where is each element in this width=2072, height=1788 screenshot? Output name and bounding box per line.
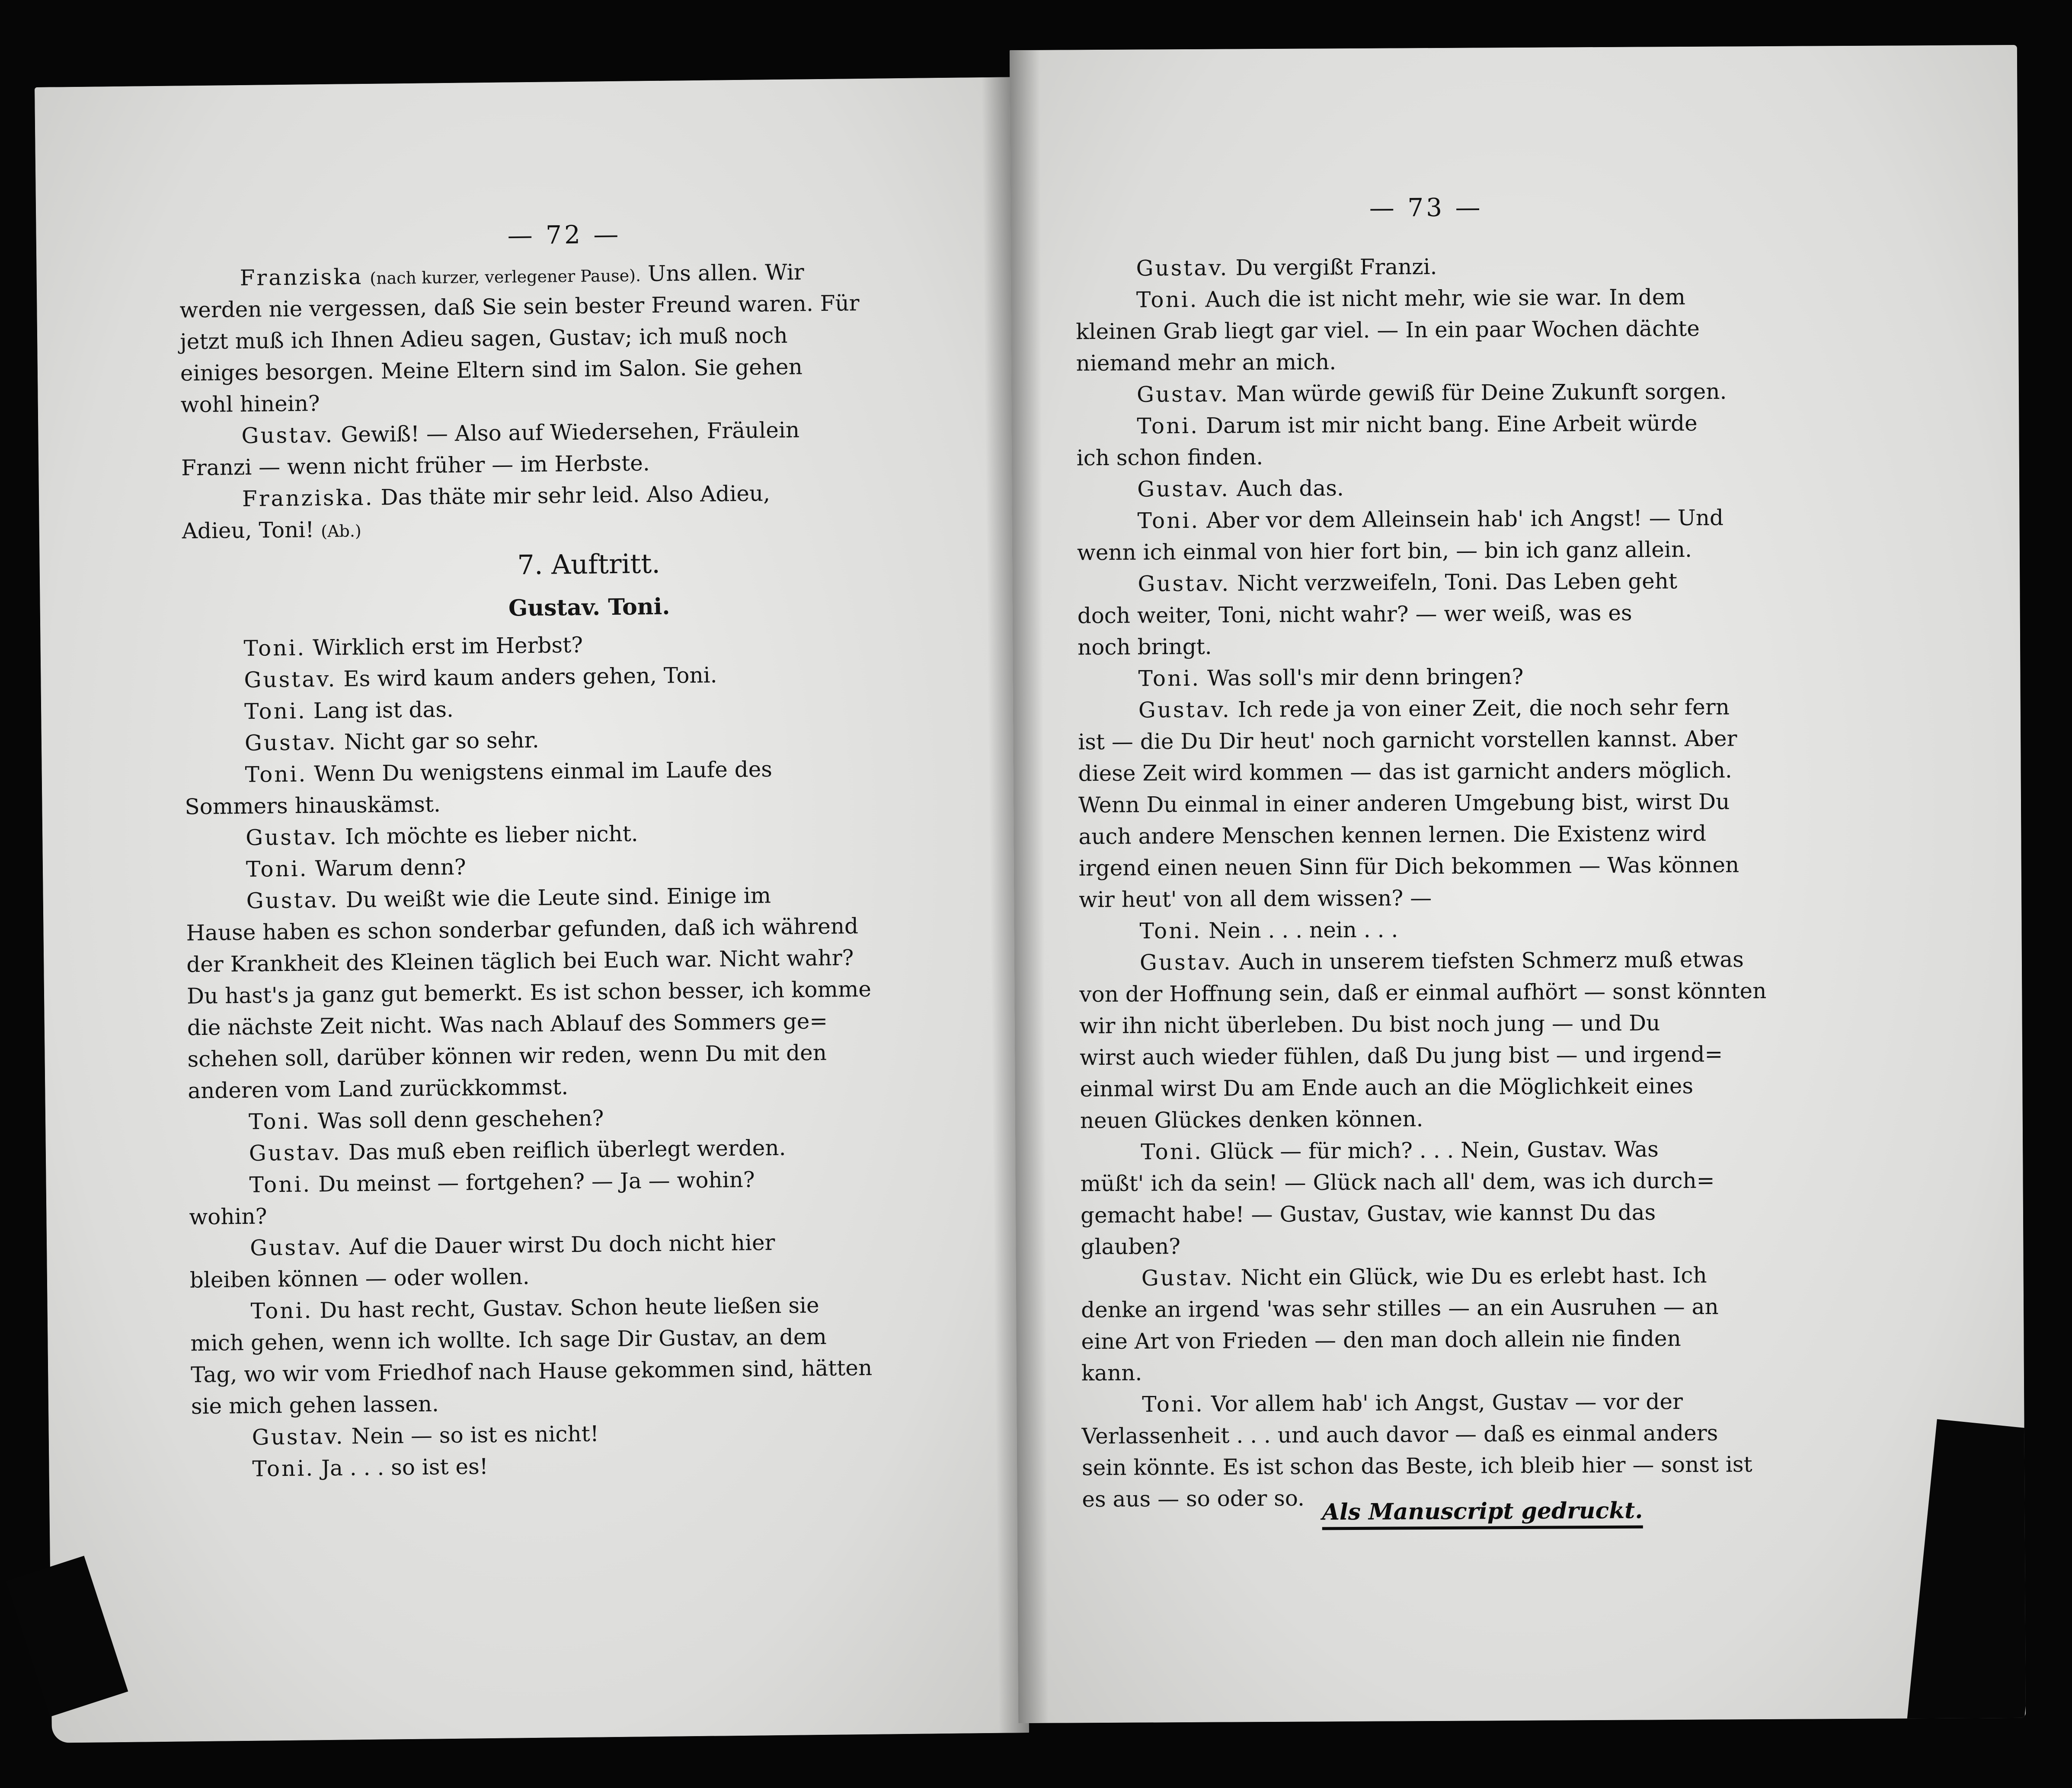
line-text: Das thäte mir sehr leid. Also Adieu, bbox=[381, 481, 771, 510]
text-line bbox=[1078, 658, 1977, 695]
line-text: irgend einen neuen Sinn für Dich bekommen — Was können bbox=[1078, 852, 1739, 881]
speaker-name: Toni. bbox=[252, 1456, 315, 1481]
line-text: Darum ist mir nicht bang. Eine Arbeit würde bbox=[1205, 410, 1698, 438]
text-line bbox=[1081, 1353, 1981, 1389]
line-text: Franzi — wenn nicht früher — im Herbste. bbox=[181, 450, 650, 481]
text-line bbox=[1080, 1006, 1979, 1042]
line-text: werden nie vergessen, daß Sie sein bester Freund waren. Für bbox=[179, 290, 860, 323]
scene-characters: Gustav. Toni. bbox=[508, 593, 670, 622]
speaker-name: Gustav. bbox=[241, 422, 334, 448]
line-text: kleinen Grab liegt gar viel. — In ein paar Wochen dächte bbox=[1076, 316, 1700, 345]
speaker-name: Gustav. bbox=[244, 729, 338, 756]
speaker-name: Toni. bbox=[250, 1298, 313, 1324]
text-line bbox=[1081, 1195, 1980, 1231]
text-line bbox=[1076, 374, 1976, 411]
line-text: Du hast's ja ganz gut bemerkt. Es ist schon besser, ich komme bbox=[186, 976, 872, 1009]
line-text: Auch die ist nicht mehr, wie sie war. In dem bbox=[1205, 284, 1686, 312]
line-text: Gewiß! — Also auf Wiedersehen, Fräulein bbox=[340, 417, 800, 447]
line-text: Nicht verzweifeln, Toni. Das Leben geht bbox=[1237, 568, 1678, 596]
text-line bbox=[1077, 501, 1976, 537]
scene-heading: 7. Auftritt. bbox=[517, 547, 661, 581]
speaker-name: Gustav. bbox=[1139, 949, 1233, 975]
line-text: glauben? bbox=[1081, 1234, 1181, 1260]
line-text: Ja . . . so ist es! bbox=[321, 1454, 489, 1481]
line-text: Wenn Du einmal in einer anderen Umgebung bist, wirst Du bbox=[1078, 789, 1730, 818]
line-text: Verlassenheit . . . und auch davor — daß es einmal anders bbox=[1081, 1420, 1718, 1449]
right-page-text bbox=[1075, 248, 1981, 1515]
speaker-name: Toni. bbox=[1138, 665, 1201, 691]
speaker-name: Toni. bbox=[1142, 1391, 1205, 1417]
speaker-name: Gustav. bbox=[249, 1140, 342, 1166]
line-text: Uns allen. Wir bbox=[647, 259, 804, 287]
speaker-name: Gustav. bbox=[252, 1424, 345, 1450]
line-text: anderen vom Land zurückkommst. bbox=[188, 1074, 569, 1104]
line-text: bleiben können — oder wollen. bbox=[189, 1264, 530, 1293]
line-text: Nicht ein Glück, wie Du es erlebt hast. Ich bbox=[1241, 1262, 1707, 1290]
line-text: kann. bbox=[1081, 1360, 1142, 1386]
line-text: Lang ist das. bbox=[313, 696, 454, 724]
text-line bbox=[1077, 564, 1976, 600]
text-line bbox=[1075, 248, 1975, 284]
line-text: von der Hoffnung sein, daß er einmal aufhört — sonst könnten bbox=[1079, 978, 1767, 1007]
line-text: Du weißt wie die Leute sind. Einige im bbox=[345, 883, 771, 913]
speaker-name: Toni. bbox=[1136, 287, 1199, 313]
line-text: Nein . . . nein . . . bbox=[1208, 917, 1398, 943]
text-line bbox=[1077, 532, 1976, 568]
speaker-name: Toni. bbox=[246, 856, 308, 882]
text-line bbox=[1078, 785, 1978, 821]
text-line bbox=[1080, 1037, 1979, 1073]
line-text: Das muß eben reiflich überlegt werden. bbox=[348, 1135, 786, 1165]
line-text: noch bringt. bbox=[1077, 634, 1212, 660]
line-text: wohl hinein? bbox=[180, 391, 320, 418]
speaker-name: Gustav. bbox=[249, 1234, 343, 1261]
line-text: Du vergißt Franzi. bbox=[1235, 254, 1437, 281]
line-text: sein könnte. Es ist schon das Beste, ich bleib hier — sonst ist bbox=[1081, 1452, 1752, 1481]
speaker-name: Franziska. bbox=[242, 485, 374, 511]
text-line bbox=[1076, 311, 1975, 348]
text-line bbox=[1079, 974, 1979, 1010]
line-text: Auch das. bbox=[1236, 476, 1344, 501]
line-text: wirst auch wieder fühlen, daß Du jung bist — und irgend= bbox=[1079, 1041, 1723, 1070]
text-line bbox=[1081, 1321, 1980, 1357]
text-line bbox=[1081, 1290, 1980, 1326]
speaker-name: Gustav. bbox=[246, 887, 339, 913]
text-line bbox=[1078, 627, 1977, 663]
text-line bbox=[1077, 437, 1976, 474]
line-text: ist — die Du Dir heut' noch garnicht vorstellen kannst. Aber bbox=[1078, 726, 1737, 755]
text-line bbox=[1078, 753, 1977, 789]
line-text: jetzt muß ich Ihnen Adieu sagen, Gustav; ich muß noch bbox=[179, 322, 788, 354]
line-text: wohin? bbox=[189, 1204, 267, 1230]
text-line bbox=[1080, 1100, 1979, 1137]
text-line bbox=[1080, 1069, 1979, 1105]
line-text: Ich möchte es lieber nicht. bbox=[345, 821, 638, 849]
line-text: Nicht gar so sehr. bbox=[344, 727, 539, 755]
line-text: Du hast recht, Gustav. Schon heute ließen sie bbox=[319, 1293, 819, 1323]
speaker-name: Franziska bbox=[240, 264, 363, 291]
text-line bbox=[1079, 879, 1978, 916]
line-text: Adieu, Toni! bbox=[182, 517, 314, 544]
text-line bbox=[1079, 942, 1979, 979]
line-text: Vor allem hab' ich Angst, Gustav — vor der bbox=[1211, 1389, 1683, 1417]
line-text: eine Art von Frieden — den man doch allein nie finden bbox=[1081, 1326, 1681, 1354]
line-text: Wirklich erst im Herbst? bbox=[312, 632, 583, 661]
line-text: Ich rede ja von einer Zeit, die noch sehr fern bbox=[1237, 694, 1730, 722]
right-page bbox=[1010, 45, 2026, 1723]
speaker-name: Toni. bbox=[1137, 413, 1199, 439]
speaker-name: Toni. bbox=[1137, 508, 1200, 533]
line-text: wir heut' von all dem wissen? — bbox=[1079, 885, 1432, 913]
speaker-name: Toni. bbox=[245, 761, 307, 787]
line-text: Auch in unserem tiefsten Schmerz muß etwas bbox=[1239, 947, 1744, 975]
line-text: doch weiter, Toni, nicht wahr? — wer weiß, was es bbox=[1077, 600, 1632, 629]
text-line bbox=[1078, 595, 1977, 632]
speaker-name: Toni. bbox=[244, 698, 307, 724]
line-text: mich gehen, wenn ich wollte. Ich sage Dir Gustav, an dem bbox=[190, 1324, 827, 1356]
speaker-name: Gustav. bbox=[1138, 571, 1231, 597]
text-line bbox=[1078, 690, 1977, 726]
stage-direction: (Ab.) bbox=[321, 521, 361, 541]
speaker-name: Gustav. bbox=[245, 824, 339, 850]
text-line bbox=[1081, 1416, 1981, 1452]
speaker-name: Toni. bbox=[243, 635, 306, 661]
line-text: Wenn Du wenigstens einmal im Laufe des bbox=[313, 757, 773, 787]
text-line bbox=[1079, 848, 1978, 884]
line-text: ich schon finden. bbox=[1076, 444, 1263, 471]
text-line bbox=[1078, 816, 1978, 852]
speaker-name: Gustav. bbox=[244, 666, 337, 693]
line-text: Auf die Dauer wirst Du doch nicht hier bbox=[349, 1230, 775, 1260]
speaker-name: Gustav. bbox=[1137, 476, 1230, 502]
line-text: neuen Glückes denken können. bbox=[1080, 1106, 1423, 1133]
text-line bbox=[1081, 1258, 1980, 1294]
text-line bbox=[1081, 1384, 1981, 1421]
line-text: gemacht habe! — Gustav, Gustav, wie kannst Du das bbox=[1080, 1200, 1656, 1228]
speaker-name: Gustav. bbox=[1136, 381, 1230, 407]
line-text: auch andere Menschen kennen lernen. Die Existenz wird bbox=[1078, 821, 1707, 849]
text-line bbox=[1082, 1447, 1981, 1484]
line-text: Hause haben es schon sonderbar gefunden, daß ich während bbox=[186, 913, 859, 946]
text-line bbox=[1076, 280, 1975, 316]
page-number: — 72 — bbox=[507, 219, 621, 250]
line-text: denke an irgend 'was sehr stilles — an ein Ausruhen — an bbox=[1081, 1294, 1719, 1323]
line-text: Du meinst — fortgehen? — Ja — wohin? bbox=[318, 1167, 755, 1197]
line-text: müßt' ich da sein! — Glück nach all' dem, was ich durch= bbox=[1080, 1168, 1715, 1197]
line-text: Es wird kaum anders gehen, Toni. bbox=[343, 662, 717, 692]
page-number: — 73 — bbox=[1369, 192, 1483, 223]
line-text: niemand mehr an mich. bbox=[1076, 349, 1337, 376]
speaker-name: Toni. bbox=[1141, 1139, 1203, 1165]
left-page-text bbox=[179, 255, 1005, 1486]
line-text: Glück — für mich? . . . Nein, Gustav. Was bbox=[1209, 1137, 1659, 1164]
speaker-name: Toni. bbox=[248, 1108, 311, 1134]
speaker-name: Gustav. bbox=[1141, 1265, 1234, 1291]
line-text: einmal wirst Du am Ende auch an die Möglichkeit eines bbox=[1080, 1073, 1694, 1102]
stage-direction: (nach kurzer, verlegener Pause). bbox=[370, 266, 641, 288]
text-line bbox=[1081, 1226, 1980, 1263]
speaker-name: Gustav. bbox=[1138, 697, 1231, 723]
printers-imprint: Als Manuscript gedruckt. bbox=[1322, 1497, 1643, 1530]
text-line bbox=[1080, 1132, 1979, 1168]
speaker-name: Toni. bbox=[1139, 918, 1202, 944]
line-text: Warum denn? bbox=[315, 854, 466, 881]
text-line bbox=[1076, 406, 1976, 442]
text-line bbox=[1078, 722, 1977, 758]
speaker-name: Gustav. bbox=[1136, 255, 1229, 281]
text-line bbox=[1077, 469, 1976, 505]
line-text: Was soll denn geschehen? bbox=[317, 1105, 604, 1134]
left-page bbox=[35, 77, 1029, 1743]
line-text: wenn ich einmal von hier fort bin, — bin ich ganz allein. bbox=[1077, 536, 1692, 565]
line-text: es aus — so oder so. bbox=[1082, 1485, 1305, 1512]
text-line bbox=[1080, 1163, 1979, 1200]
line-text: diese Zeit wird kommen — das ist garnicht anders möglich. bbox=[1078, 757, 1732, 786]
line-text: Aber vor dem Alleinsein hab' ich Angst! — Und bbox=[1206, 505, 1724, 533]
speaker-name: Toni. bbox=[249, 1172, 312, 1197]
line-text: Tag, wo wir vom Friedhof nach Hause gekommen sind, hätten bbox=[190, 1355, 873, 1388]
line-text: schehen soll, darüber können wir reden, wenn Du mit den bbox=[187, 1040, 827, 1072]
line-text: die nächste Zeit nicht. Was nach Ablauf des Sommers ge= bbox=[187, 1008, 828, 1041]
line-text: sie mich gehen lassen. bbox=[191, 1391, 439, 1419]
line-text: der Krankheit des Kleinen täglich bei Euch war. Nicht wahr? bbox=[186, 945, 854, 977]
line-text: Was soll's mir denn bringen? bbox=[1207, 664, 1524, 691]
line-text: wir ihn nicht überleben. Du bist noch jung — und Du bbox=[1079, 1010, 1660, 1039]
text-line bbox=[1076, 343, 1975, 379]
text-line bbox=[1079, 911, 1978, 947]
line-text: Sommers hinauskämst. bbox=[185, 792, 441, 820]
line-text: Nein — so ist es nicht! bbox=[351, 1421, 599, 1449]
line-text: Man würde gewiß für Deine Zukunft sorgen. bbox=[1236, 379, 1727, 407]
line-text: einiges besorgen. Meine Eltern sind im Salon. Sie gehen bbox=[180, 354, 803, 386]
